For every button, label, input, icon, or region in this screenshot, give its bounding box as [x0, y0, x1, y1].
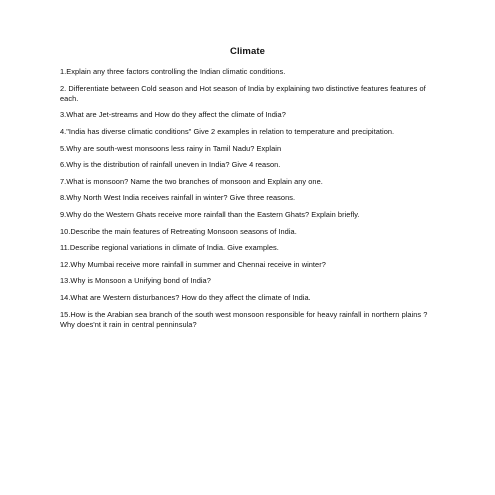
question-item: 9.Why do the Western Ghats receive more rainfall than the Eastern Ghats? Explain briefly. [60, 209, 360, 219]
question-item: 12.Why Mumbai receive more rainfall in summer and Chennai receive in winter? [60, 259, 326, 269]
question-item: 2. Differentiate between Cold season and Hot season of India by explaining two distinctive features features of each. [60, 83, 426, 103]
question-item: 5.Why are south-west monsoons less rainy in Tamil Nadu? Explain [60, 143, 282, 153]
question-item: 10.Describe the main features of Retreating Monsoon seasons of India. [60, 226, 297, 236]
document-title: Climate [229, 46, 266, 57]
question-item: 11.Describe regional variations in climate of India. Give examples. [60, 243, 279, 253]
question-item: 8.Why North West India receives rainfall in winter? Give three reasons. [60, 193, 296, 203]
question-item: 3.What are Jet-streams and How do they affect the climate of India? [60, 110, 286, 120]
question-item: 4."India has diverse climatic conditions" Give 2 examples in relation to temperature and precipitation. [60, 126, 395, 136]
question-list [60, 67, 432, 336]
question-item: 13.Why is Monsoon a Unifying bond of India? [60, 276, 211, 286]
question-item: 7.What is monsoon? Name the two branches of monsoon and Explain any one. [60, 176, 323, 186]
question-item: 15.How is the Arabian sea branch of the south west monsoon responsible for heavy rainfall in northern plains ?Why does'nt it rain in central penninsula? [60, 309, 428, 329]
question-item: 14.What are Western disturbances? How do they affect the climate of India. [60, 292, 311, 302]
question-item: 1.Explain any three factors controlling the Indian climatic conditions. [60, 67, 286, 76]
question-item: 6.Why is the distribution of rainfall uneven in India? Give 4 reason. [60, 160, 281, 170]
